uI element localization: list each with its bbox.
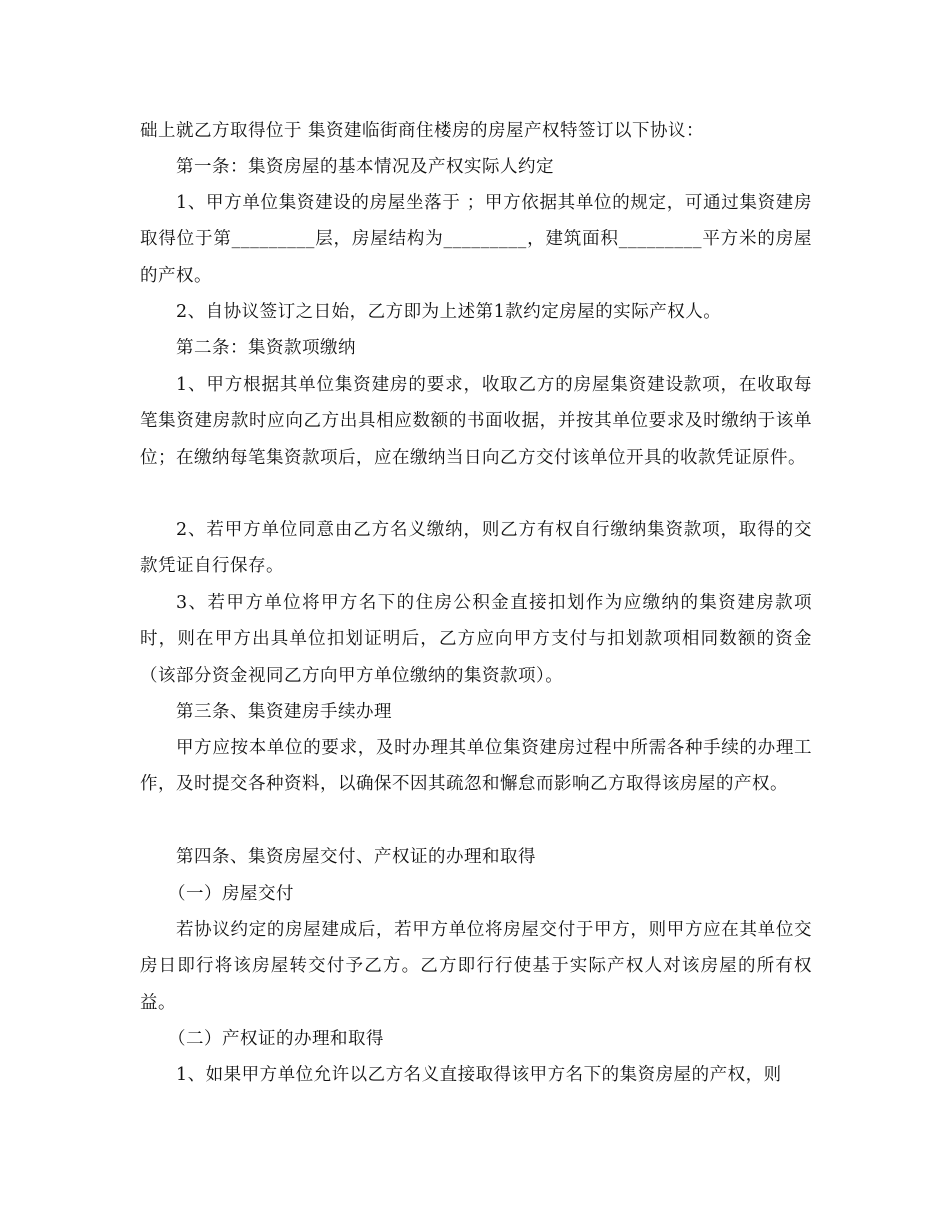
article-3-heading: 第三条、集资建房手续办理 — [176, 702, 392, 722]
section-2-heading: （二）产权证的办理和取得 — [168, 1029, 384, 1049]
paragraph-intro: 础上就乙方取得位于 集资建临街商住楼房的房屋产权特签订以下协议： — [140, 121, 705, 141]
article-2-clause-1: 1、甲方根据其单位集资建房的要求，收取乙方的房屋集资建设款项，在收取每笔集资建房款时应向乙方出具相应数额的书面收据，并按其单位要求及时缴纳于该单位；在缴纳每笔集资款项后，应在缴纳当日向乙方交付该单位开具的收款凭证原件。 — [140, 375, 812, 468]
article-1-clause-2: 2、自协议签订之日始，乙方即为上述第1款约定房屋的实际产权人。 — [176, 302, 722, 322]
article-4-heading: 第四条、集资房屋交付、产权证的办理和取得 — [176, 847, 536, 867]
article-1-heading: 第一条：集资房屋的基本情况及产权实际人约定 — [176, 157, 554, 177]
section-1-heading: （一）房屋交付 — [168, 884, 294, 904]
article-2-clause-3: 3、若甲方单位将甲方名下的住房公积金直接扣划作为应缴纳的集资建房款项时，则在甲方出具单位扣划证明后，乙方应向甲方支付与扣划款项相同数额的资金（该部分资金视同乙方向甲方单位缴纳的集资款项）。 — [140, 593, 812, 686]
section-1-body: 若协议约定的房屋建成后，若甲方单位将房屋交付于甲方，则甲方应在其单位交房日即行将该房屋转交付予乙方。乙方即行行使基于实际产权人对该房屋的所有权益。 — [140, 920, 812, 1013]
article-2-heading: 第二条：集资款项缴纳 — [176, 338, 356, 358]
article-1-clause-1: 1、甲方单位集资建设的房屋坐落于 ；甲方依据其单位的规定，可通过集资建房取得位于第_________层，房屋结构为_________，建筑面积_________平方米的房屋的产权。 — [140, 193, 812, 286]
article-3-body: 甲方应按本单位的要求，及时办理其单位集资建房过程中所需各种手续的办理工作，及时提交各种资料，以确保不因其疏忽和懈怠而影响乙方取得该房屋的产权。 — [140, 738, 812, 795]
article-2-clause-2: 2、若甲方单位同意由乙方名义缴纳，则乙方有权自行缴纳集资款项，取得的交款凭证自行保存。 — [140, 520, 812, 577]
section-2-clause-1: 1、如果甲方单位允许以乙方名义直接取得该甲方名下的集资房屋的产权，则 — [176, 1065, 782, 1085]
